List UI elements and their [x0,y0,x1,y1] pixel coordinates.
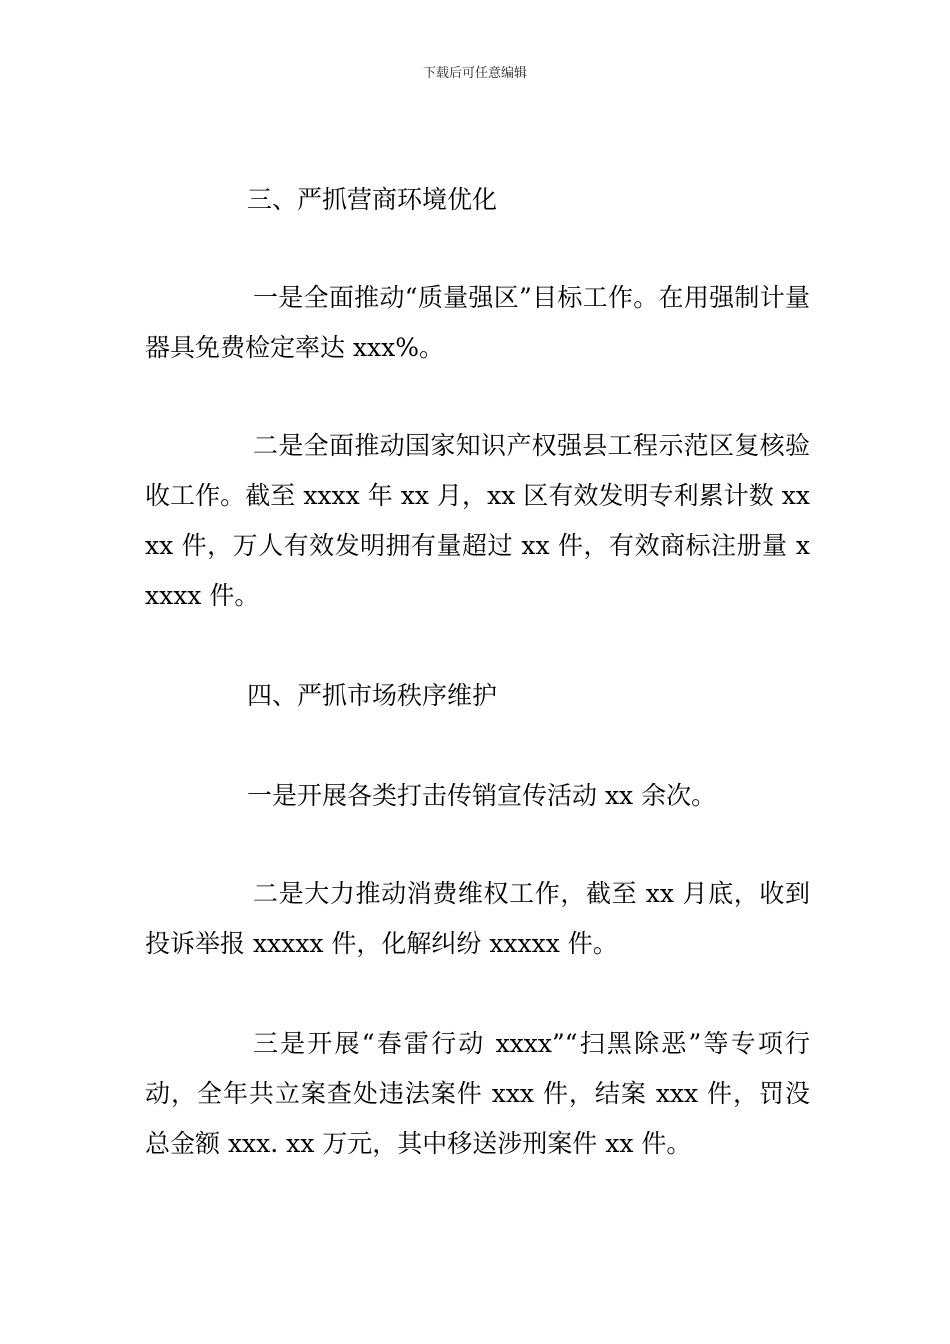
section-heading-3: 三、严抓营商环境优化 [247,185,498,214]
paragraph-quality: 一是全面推动“质量强区”目标工作。在用强制计量器具免费检定率达 xxx%。 [145,283,810,362]
page-header: 下载后可任意编辑 [422,66,527,81]
paragraph-mlm: 一是开展各类打击传销宣传活动 xx 余次。 [247,781,717,810]
paragraph-ip: 二是全面推动国家知识产权强县工程示范区复核验收工作。截至 xxxx 年 xx 月，xx 区有效发明专利累计数 xxxx 件，万人有效发明拥有量超过 xx 件，有效商标注册量 xxxxx 件。 [145,431,810,610]
paragraph-consumer: 二是大力推动消费维权工作，截至 xx 月底，收到投诉举报 xxxxx 件，化解纠纷 xxxxx 件。 [145,879,810,958]
section-heading-4: 四、严抓市场秩序维护 [247,681,498,710]
paragraph-campaign: 三是开展“春雷行动 xxxx”“扫黑除恶”等专项行动，全年共立案查处违法案件 xxx 件，结案 xxx 件，罚没总金额 xxx. xx 万元，其中移送涉刑案件 xx 件。 [145,1029,810,1158]
